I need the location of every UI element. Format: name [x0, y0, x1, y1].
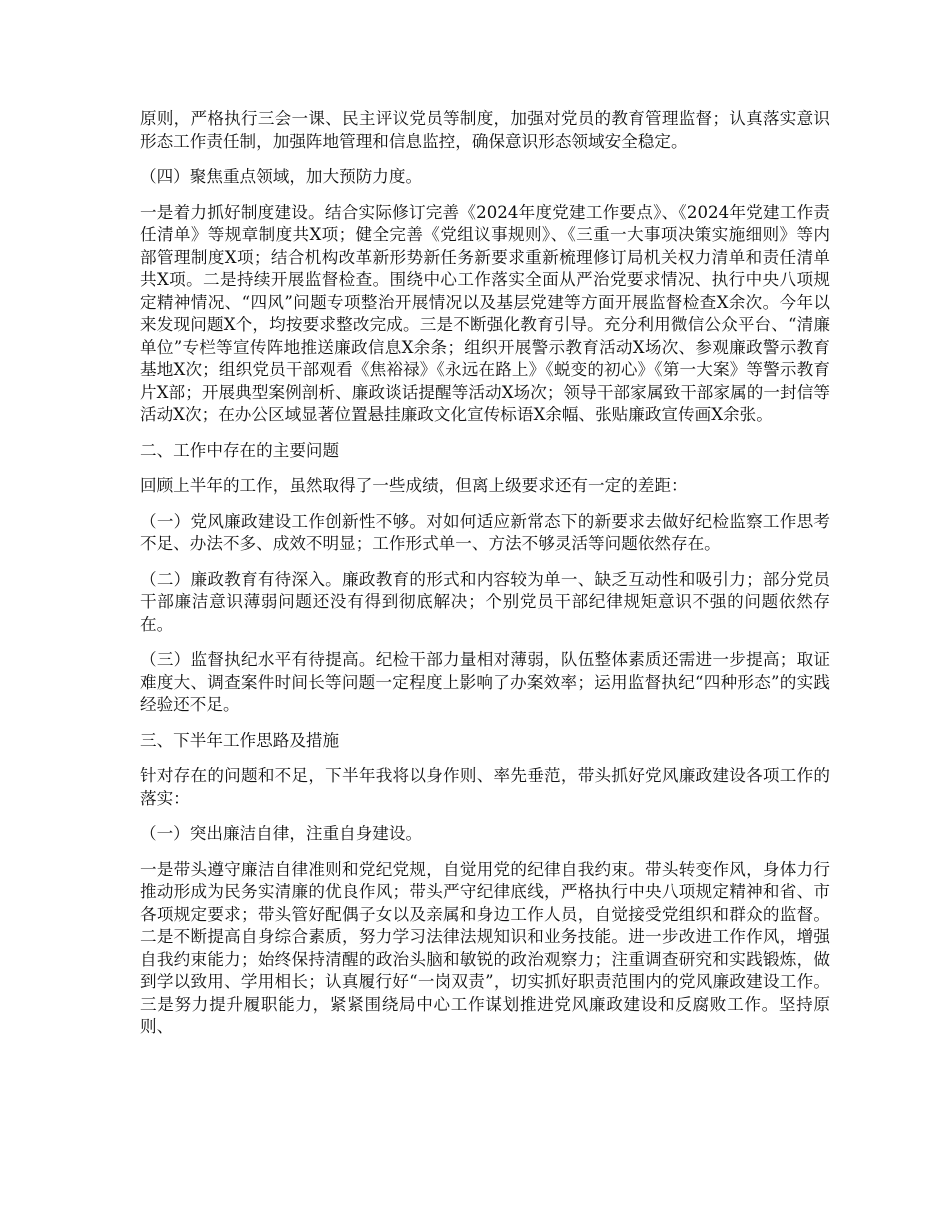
paragraph-problem-supervision: （三）监督执纪水平有待提高。纪检干部力量相对薄弱，队伍整体素质还需进一步提高；取证难度大、调查案件时间长等问题一定程度上影响了办案效率；运用监督执纪“四种形态”的实践经验还不足。 [140, 650, 830, 714]
paragraph-problem-education: （二）廉政教育有待深入。廉政教育的形式和内容较为单一、缺乏互动性和吸引力；部分党员干部廉洁意识薄弱问题还没有得到彻底解决；个别党员干部纪律规矩意识不强的问题依然存在。 [140, 569, 830, 634]
document-page [140, 108, 830, 1052]
paragraph-system-building: 一是着力抓好制度建设。结合实际修订完善《2024年度党建工作要点》、《2024年党建工作责任清单》等规章制度共X项；健全完善《党组议事规则》、《三重一大事项决策实施细则》等内部管理制度X项；结合机构改革新形势新任务新要求重新梳理修订局机关权力清单和责任清单共X项。二是持续开展监督检查。围绕中心工作落实全面从严治党要求情况、执行中央八项规定精神情况、“四风”问题专项整治开展情况以及基层党建等方面开展监督检查X余次。今年以来发现问题X个，均按要求整改完成。三是不断强化教育引导。充分利用微信公众平台、“清廉单位”专栏等宣传阵地推送廉政信息X余条；组织开展警示教育活动X场次、参观廉政警示教育基地X次；组织党员干部观看《焦裕禄》《永远在路上》《蜕变的初心》《第一大案》等警示教育片X部；开展典型案例剖析、廉政谈话提醒等活动X场次；领导干部家属致干部家属的一封信等活动X次；在办公区域显著位置悬挂廉政文化宣传标语X余幅、张贴廉政宣传画X余张。 [140, 202, 830, 424]
paragraph-closing-principles: 原则，严格执行三会一课、民主评议党员等制度，加强对党员的教育管理监督；认真落实意识形态工作责任制，加强阵地管理和信息监控，确保意识形态领域安全稳定。 [140, 109, 830, 151]
paragraph-self-discipline: 一是带头遵守廉洁自律准则和党纪党规，自觉用党的纪律自我约束。带头转变作风，身体力行推动形成为民务实清廉的优良作风；带头严守纪律底线，严格执行中央八项规定精神和省、市各项规定要求；带头管好配偶子女以及亲属和身边工作人员，自觉接受党组织和群众的监督。二是不断提高自身综合素质，努力学习法律法规知识和业务技能。进一步改进工作作风，增强自我约束能力；始终保持清醒的政治头脑和敏锐的政治观察力；注重调查研究和实践锻炼，做到学以致用、学用相长；认真履行好“一岗双责”，切实抓好职责范围内的党风廉政建设工作。三是努力提升履职能力，紧紧围绕局中心工作谋划推进党风廉政建设和反腐败工作。坚持原则、 [140, 859, 830, 1036]
section-heading-plans: 三、下半年工作思路及措施 [140, 730, 340, 750]
paragraph-problem-innovation: （一）党风廉政建设工作创新性不够。对如何适应新常态下的新要求去做好纪检监察工作思考不足、办法不多、成效不明显；工作形式单一、方法不够灵活等问题依然存在。 [140, 511, 830, 553]
paragraph-review: 回顾上半年的工作，虽然取得了一些成绩，但离上级要求还有一定的差距： [140, 476, 688, 495]
paragraph-plan-intro: 针对存在的问题和不足，下半年我将以身作则、率先垂范，带头抓好党风廉政建设各项工作的落实： [140, 766, 830, 808]
section-heading-problems: 二、工作中存在的主要问题 [140, 440, 340, 460]
subheading-self-discipline: （一）突出廉洁自律，注重自身建设。 [140, 824, 423, 843]
subheading-prevention: （四）聚焦重点领域，加大预防力度。 [140, 167, 423, 186]
